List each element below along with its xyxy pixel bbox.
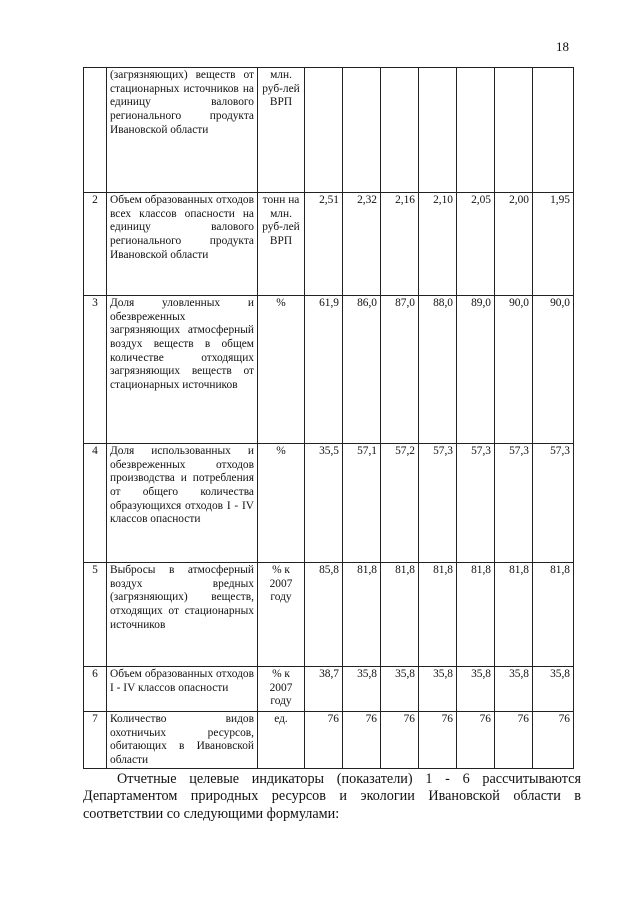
value-cell: 1,95 bbox=[533, 193, 574, 296]
indicator-name: Количество видов охотничьих ресурсов, обитающих в Ивановской области bbox=[107, 712, 258, 769]
indicator-name: Объем образованных отходов I - IV классов опасности bbox=[107, 667, 258, 712]
row-number: 7 bbox=[84, 712, 107, 769]
indicator-name: (загрязняющих) веществ от стационарных источников на единицу валового регионального продукта Ивановской области bbox=[107, 68, 258, 193]
indicator-name: Доля использованных и обезвреженных отходов производства и потребления от общего количества образующихся отходов I - IV классов опасности bbox=[107, 444, 258, 563]
unit-cell: ед. bbox=[258, 712, 305, 769]
unit-cell: % bbox=[258, 296, 305, 444]
value-cell: 35,5 bbox=[305, 444, 343, 563]
table-row bbox=[84, 68, 574, 193]
value-cell: 81,8 bbox=[495, 563, 533, 667]
value-cell bbox=[381, 68, 419, 193]
value-cell: 57,3 bbox=[495, 444, 533, 563]
value-cell: 81,8 bbox=[457, 563, 495, 667]
indicator-name: Доля уловленных и обезвреженных загрязняющих атмосферный воздух веществ в общем количестве отходящих загрязняющих веществ от стационарных источников bbox=[107, 296, 258, 444]
value-cell: 2,05 bbox=[457, 193, 495, 296]
value-cell bbox=[343, 68, 381, 193]
value-cell: 85,8 bbox=[305, 563, 343, 667]
value-cell: 76 bbox=[457, 712, 495, 769]
value-cell: 57,3 bbox=[457, 444, 495, 563]
value-cell bbox=[533, 68, 574, 193]
value-cell: 2,16 bbox=[381, 193, 419, 296]
page-number: 18 bbox=[556, 39, 569, 54]
value-cell: 76 bbox=[495, 712, 533, 769]
value-cell bbox=[495, 68, 533, 193]
value-cell: 35,8 bbox=[533, 667, 574, 712]
unit-cell: тонн на млн. руб-лей ВРП bbox=[258, 193, 305, 296]
value-cell: 57,1 bbox=[343, 444, 381, 563]
table-row bbox=[84, 444, 574, 563]
value-cell: 57,2 bbox=[381, 444, 419, 563]
paragraph-text: Отчетные целевые индикаторы (показатели) 1 - 6 рассчитываются Департаментом природных ресурсов и экологии Ивановской области в соответствии со следующими формулами: bbox=[83, 771, 581, 822]
value-cell: 76 bbox=[419, 712, 457, 769]
value-cell: 2,10 bbox=[419, 193, 457, 296]
value-cell: 35,8 bbox=[457, 667, 495, 712]
value-cell: 90,0 bbox=[533, 296, 574, 444]
value-cell: 76 bbox=[533, 712, 574, 769]
value-cell: 61,9 bbox=[305, 296, 343, 444]
table-row bbox=[84, 667, 574, 712]
indicator-name: Выбросы в атмосферный воздух вредных (загрязняющих) веществ, отходящих от стационарных источников bbox=[107, 563, 258, 667]
value-cell: 2,00 bbox=[495, 193, 533, 296]
table-row bbox=[84, 712, 574, 769]
unit-cell: % к 2007 году bbox=[258, 667, 305, 712]
table-row bbox=[84, 296, 574, 444]
row-number: 2 bbox=[84, 193, 107, 296]
value-cell: 35,8 bbox=[381, 667, 419, 712]
value-cell: 76 bbox=[305, 712, 343, 769]
row-number: 3 bbox=[84, 296, 107, 444]
value-cell: 35,8 bbox=[495, 667, 533, 712]
value-cell: 81,8 bbox=[419, 563, 457, 667]
value-cell: 81,8 bbox=[343, 563, 381, 667]
row-number: 5 bbox=[84, 563, 107, 667]
body-paragraph bbox=[83, 771, 581, 823]
value-cell: 86,0 bbox=[343, 296, 381, 444]
table-row bbox=[84, 563, 574, 667]
value-cell bbox=[305, 68, 343, 193]
row-number: 6 bbox=[84, 667, 107, 712]
value-cell: 81,8 bbox=[533, 563, 574, 667]
value-cell: 81,8 bbox=[381, 563, 419, 667]
unit-cell: % bbox=[258, 444, 305, 563]
row-number: 4 bbox=[84, 444, 107, 563]
value-cell: 38,7 bbox=[305, 667, 343, 712]
value-cell: 2,32 bbox=[343, 193, 381, 296]
value-cell: 87,0 bbox=[381, 296, 419, 444]
value-cell: 76 bbox=[343, 712, 381, 769]
table-row bbox=[84, 193, 574, 296]
value-cell bbox=[457, 68, 495, 193]
value-cell: 90,0 bbox=[495, 296, 533, 444]
value-cell: 2,51 bbox=[305, 193, 343, 296]
value-cell: 76 bbox=[381, 712, 419, 769]
value-cell: 57,3 bbox=[533, 444, 574, 563]
unit-cell: % к 2007 году bbox=[258, 563, 305, 667]
row-number bbox=[84, 68, 107, 193]
value-cell bbox=[419, 68, 457, 193]
indicators-table bbox=[83, 67, 574, 769]
indicator-name: Объем образованных отходов всех классов опасности на единицу валового регионального продукта Ивановской области bbox=[107, 193, 258, 296]
unit-cell: млн. руб-лей ВРП bbox=[258, 68, 305, 193]
value-cell: 88,0 bbox=[419, 296, 457, 444]
value-cell: 35,8 bbox=[419, 667, 457, 712]
value-cell: 35,8 bbox=[343, 667, 381, 712]
value-cell: 89,0 bbox=[457, 296, 495, 444]
value-cell: 57,3 bbox=[419, 444, 457, 563]
